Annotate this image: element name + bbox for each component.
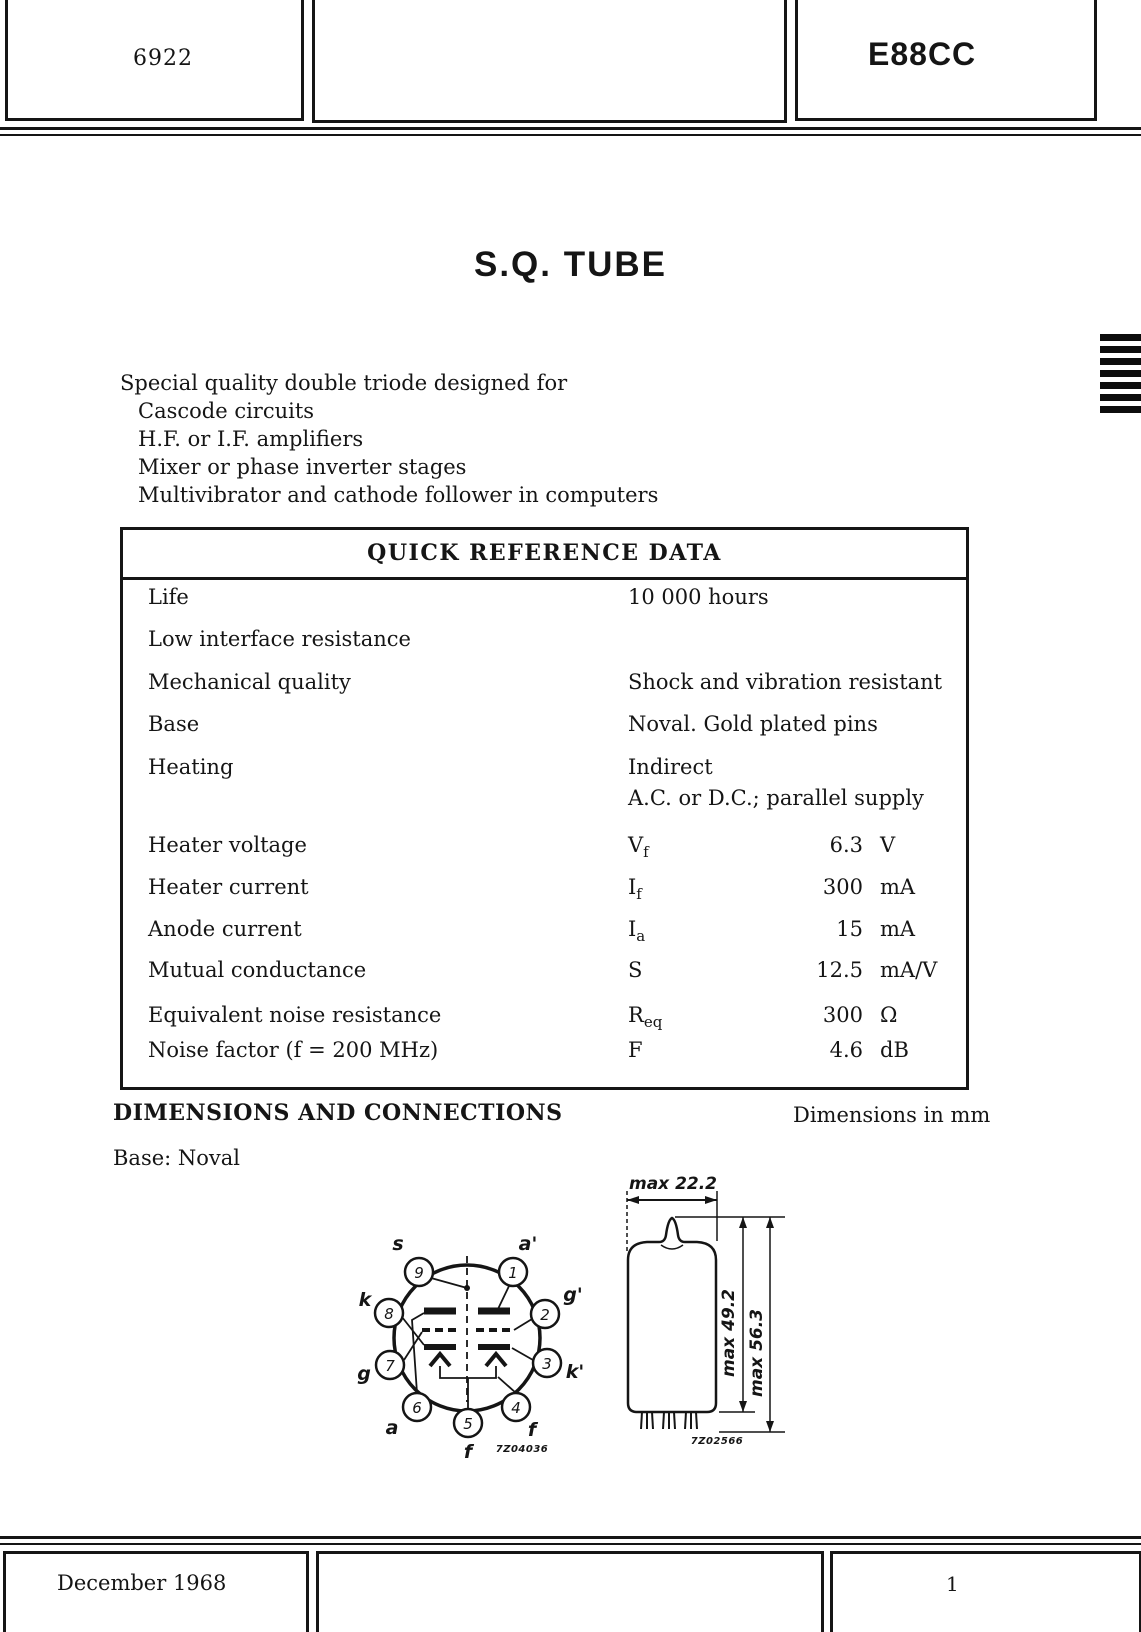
table-row: [123, 875, 966, 904]
pin-3-number: 3: [542, 1355, 552, 1373]
pin-4-label: f: [527, 1419, 537, 1441]
pin-8-label: k: [358, 1289, 372, 1311]
row-label: Heating: [148, 755, 234, 779]
row-label: Mutual conductance: [148, 958, 367, 982]
tube-outline-drawing: [593, 1163, 803, 1453]
table-row: [123, 627, 966, 653]
row-value: 300: [822, 1003, 863, 1027]
quick-reference-table: [120, 527, 969, 1090]
row-label: Anode current: [148, 917, 302, 941]
row-unit: Ω: [880, 1003, 898, 1027]
row-value: A.C. or D.C.; parallel supply: [628, 786, 924, 810]
row-symbol: S: [628, 958, 643, 982]
row-symbol: $I_a$: [628, 917, 646, 946]
footer-rule: [0, 1543, 1141, 1545]
row-value: Noval. Gold plated pins: [628, 712, 878, 736]
row-label: Mechanical quality: [148, 670, 351, 694]
table-row: [123, 958, 966, 984]
row-value: 4.6: [829, 1038, 863, 1062]
header-box-middle: [312, 0, 787, 123]
row-label: Life: [148, 585, 189, 609]
row-label: Base: [148, 712, 200, 736]
row-label: Low interface resistance: [148, 627, 411, 651]
table-row: [123, 786, 966, 812]
page-title: S.Q. TUBE: [473, 245, 668, 284]
row-symbol: $R_{eq}$: [628, 1003, 663, 1032]
outline-drawing-code: 7Z02566: [690, 1436, 744, 1447]
row-unit: mA: [880, 917, 916, 941]
table-row: [123, 712, 966, 738]
bulb-outline: [628, 1218, 716, 1412]
dimensions-unit-note: Dimensions in mm: [793, 1103, 991, 1127]
pinout-drawing-code: 7Z04036: [495, 1444, 549, 1455]
row-value: 10 000 hours: [628, 585, 769, 609]
row-value: 15: [836, 917, 863, 941]
row-symbol: F: [628, 1038, 643, 1062]
row-value: 300: [822, 875, 863, 899]
header-rule: [0, 127, 1141, 130]
pin-6-label: a: [385, 1417, 399, 1439]
table-row: [123, 670, 966, 696]
row-value: Indirect: [628, 755, 713, 779]
intro-item: H.F. or I.F. amplifiers: [138, 427, 364, 451]
pin-4-number: 4: [511, 1399, 521, 1417]
pin-7-number: 7: [385, 1357, 395, 1375]
intro-item: Cascode circuits: [138, 399, 315, 423]
pin-3-label: k': [565, 1361, 585, 1383]
pin-5-label: f: [463, 1441, 473, 1463]
pin-2-number: 2: [540, 1306, 550, 1324]
base-type-line: Base: Noval: [113, 1146, 241, 1170]
footer-box-middle: [316, 1551, 824, 1632]
pin-9-number: 9: [414, 1264, 424, 1282]
dimensions-heading: DIMENSIONS AND CONNECTIONS: [113, 1100, 563, 1126]
height-outer-dimension-label: max 56.3: [747, 1308, 767, 1398]
row-label: Heater current: [148, 875, 309, 899]
row-unit: dB: [880, 1038, 909, 1062]
pin-9-label: s: [392, 1233, 404, 1255]
intro-item: Mixer or phase inverter stages: [138, 455, 467, 479]
row-value: Shock and vibration resistant: [628, 670, 943, 694]
pin-7-label: g: [357, 1363, 371, 1385]
row-symbol: $V_f$: [628, 833, 649, 862]
footer-box-right: [830, 1551, 1141, 1632]
issue-date: December 1968: [57, 1571, 227, 1595]
table-row: [123, 833, 966, 862]
table-row: [123, 1003, 966, 1032]
table-row: [123, 755, 966, 781]
table-row: [123, 1038, 966, 1064]
pin-5-number: 5: [463, 1415, 473, 1433]
row-value: 12.5: [816, 958, 863, 982]
tube-pins: [641, 1412, 697, 1429]
footer-rule: [0, 1536, 1141, 1539]
intro-lead: Special quality double triode designed for: [120, 371, 568, 395]
row-label: Noise factor (f = 200 MHz): [148, 1038, 439, 1062]
height-inner-dimension-label: max 49.2: [719, 1288, 739, 1378]
intro-item: Multivibrator and cathode follower in computers: [138, 483, 659, 507]
tube-code-6922: 6922: [133, 46, 193, 71]
row-unit: mA: [880, 875, 916, 899]
pin-6-number: 6: [412, 1399, 422, 1417]
table-row: [123, 917, 966, 946]
table-row: [123, 585, 966, 611]
row-value: 6.3: [829, 833, 863, 857]
row-symbol: $I_f$: [628, 875, 642, 904]
pin-1-number: 1: [508, 1264, 518, 1282]
pin-2-label: g': [563, 1284, 583, 1306]
width-dimension-label: max 22.2: [629, 1174, 718, 1194]
tube-code-e88cc: E88CC: [868, 36, 977, 72]
row-unit: mA/V: [880, 958, 938, 982]
row-label: Equivalent noise resistance: [148, 1003, 442, 1027]
pinout-diagram: [330, 1180, 620, 1480]
row-unit: V: [880, 833, 896, 857]
pin-8-number: 8: [384, 1305, 394, 1323]
quick-reference-title: QUICK REFERENCE DATA: [123, 530, 966, 580]
row-label: Heater voltage: [148, 833, 307, 857]
header-rule: [0, 134, 1141, 136]
section-index-bars-icon: [1100, 334, 1141, 418]
page-number: 1: [946, 1572, 959, 1596]
pin-1-label: a': [518, 1233, 538, 1255]
